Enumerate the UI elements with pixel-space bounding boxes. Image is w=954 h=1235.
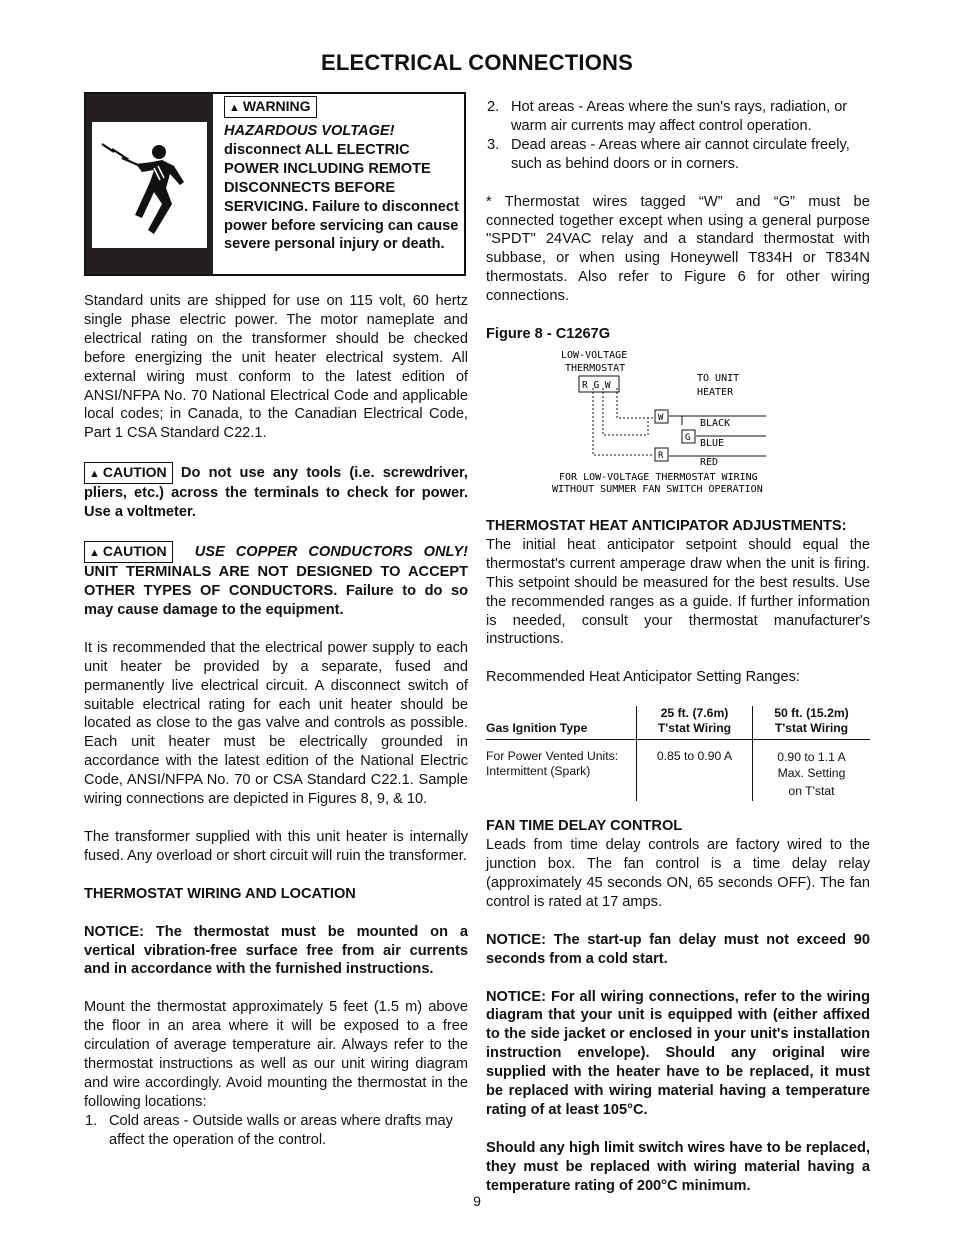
anticipator-table xyxy=(486,706,870,801)
table-header: Gas Ignition Type xyxy=(486,706,637,740)
warning-triangle-icon: ▲ xyxy=(229,102,240,114)
terminal-g: G xyxy=(685,432,691,443)
anticipator-paragraph: The initial heat anticipator setpoint should equal the thermostat's current amperage draw when the unit is firing. This setpoint should be measured for the best results. Use the recommended ranges as a guide. If further information is needed, consult your thermostat manufacturer's instructions. xyxy=(486,536,870,648)
power-paragraph: Standard units are shipped for use on 115 volt, 60 hertz single phase electric power. The motor nameplate and electrical rating on the transformer should be checked before energizing the unit heater electrical system. All external wiring must conform to the latest edition of ANSI/NFPA No. 70 National Electrical Code and applicable local codes; in Canada, to the Canadian Electrical Code, Part 1 CSA Standard C22.1. xyxy=(84,293,468,442)
table-header: 25 ft. (7.6m) T'stat Wiring xyxy=(637,706,753,740)
warning-label: ▲ WARNING xyxy=(224,96,317,118)
warning-text-block xyxy=(224,96,460,254)
wire-black: BLACK xyxy=(700,417,731,429)
left-column xyxy=(84,292,468,1150)
locations-list-cont xyxy=(486,98,870,174)
fan-paragraph: Leads from time delay controls are factory wired to the junction box. The fan control is a time delay relay (approximately 45 seconds ON, 65 seconds OFF). The fan control is rated at 17 amps. xyxy=(486,837,870,910)
table-cell: For Power Vented Units: Intermittent (Spark) xyxy=(486,749,619,779)
table-cell: 0.85 to 0.90 A xyxy=(637,740,753,802)
figure-caption: Figure 8 - C1267G xyxy=(486,326,611,343)
warning-body: disconnect ALL ELECTRIC POWER INCLUDING REMOTE DISCONNECTS BEFORE SERVICING. Failure to disconnect power before servicing can cause severe personal injury or death. xyxy=(224,141,459,253)
table-header: 50 ft. (15.2m) T'stat Wiring xyxy=(753,706,871,740)
table-row xyxy=(486,740,870,802)
caution-triangle-icon: ▲ xyxy=(89,468,100,481)
diagram-caption: FOR LOW-VOLTAGE THERMOSTAT WIRING xyxy=(559,471,758,483)
tag-paragraph: * Thermostat wires tagged “W” and “G” must be connected together except when using a general purpose "SPDT" 24VAC relay and a standard thermostat with subbase, or when using Honeywell T834H or T834N thermostats. Also refer to Figure 6 for other wiring connections. xyxy=(486,193,870,305)
wiring-notice: NOTICE: For all wiring connections, refer to the wiring diagram that your unit is equipped with (either affixed to the side jacket or enclosed in your unit's installation instruction envelope). Should any original wire supplied with the heater have to be replaced, it must be replaced with wiring material having a temperature rating of at least 105°C. xyxy=(486,988,870,1118)
terminal-r: R xyxy=(658,450,664,461)
caution-tools: ▲ CAUTION Do not use any tools (i.e. screwdriver, pliers, etc.) across the terminals to check for power. Use a voltmeter. xyxy=(84,464,468,521)
page-number: 9 xyxy=(473,1193,481,1209)
thermostat-terminals: R G W xyxy=(582,379,611,391)
diagram-thermostat-label: THERMOSTAT xyxy=(565,362,626,374)
thermostat-heading: THERMOSTAT WIRING AND LOCATION xyxy=(84,885,356,902)
table-header-row xyxy=(486,706,870,740)
power-supply-paragraph: It is recommended that the electrical power supply to each unit heater be provided by a separate, fused and permanently live electrical circuit. A disconnect switch of suitable electrical rating for each unit heater should be located as close to the gas valve and controls as possible. Each unit heater must be electrically grounded in accordance with the latest edition of the National Electric Code, ANSI/NFPA No. 70 or CSA Standard C22.1. Sample wiring connections are depicted in Figures 8, 9, & 10. xyxy=(84,639,468,808)
caution-triangle-icon: ▲ xyxy=(89,547,100,560)
mount-paragraph: Mount the thermostat approximately 5 feet (1.5 m) above the floor in an area where it will be exposed to a free circulation of average temperature air. Always refer to the thermostat instructions as well as our unit wiring diagram and wire accordingly. Avoid mounting the thermostat in the following locations: xyxy=(84,999,468,1110)
high-limit-paragraph: Should any high limit switch wires have to be replaced, they must be replaced with wiring material having a temperature rating of 200°C minimum. xyxy=(486,1139,870,1194)
wire-red: RED xyxy=(700,456,719,468)
ranges-label: Recommended Heat Anticipator Setting Ranges: xyxy=(486,669,800,686)
wiring-diagram xyxy=(486,344,870,494)
diagram-caption: WITHOUT SUMMER FAN SWITCH OPERATION xyxy=(552,483,763,494)
table-cell: 0.90 to 1.1 A Max. Setting on T'stat xyxy=(753,740,871,802)
right-column xyxy=(486,98,870,1196)
list-item: 1. Cold areas - Outside walls or areas where drafts may affect the operation of the control. xyxy=(85,1112,453,1148)
terminal-w: W xyxy=(658,412,664,423)
list-item: 3. Dead areas - Areas where air cannot circulate freely, such as behind doors or in corners. xyxy=(487,136,850,172)
anticipator-heading: THERMOSTAT HEAT ANTICIPATOR ADJUSTMENTS: xyxy=(486,517,847,534)
diagram-thermostat-label: LOW-VOLTAGE xyxy=(561,349,628,361)
caution-label: ▲ CAUTION xyxy=(84,541,173,563)
electric-shock-icon xyxy=(86,94,213,274)
page-title: ELECTRICAL CONNECTIONS xyxy=(320,50,633,75)
caution-label: ▲ CAUTION xyxy=(84,462,173,484)
hazard-warning-box xyxy=(84,92,466,276)
locations-list xyxy=(84,1112,468,1150)
caution-copper: ▲ CAUTION USE COPPER CONDUCTORS ONLY! UNIT TERMINALS ARE NOT DESIGNED TO ACCEPT OTHER TYPES OF CONDUCTORS. Failure to do so may cause damage to the equipment. xyxy=(84,543,468,618)
list-item: 2. Hot areas - Areas where the sun's rays, radiation, or warm air currents may affect control operation. xyxy=(487,99,848,134)
fan-notice: NOTICE: The start-up fan delay must not exceed 90 seconds from a cold start. xyxy=(486,931,870,967)
diagram-unit-label: TO UNIT xyxy=(697,372,740,384)
diagram-unit-label: HEATER xyxy=(697,386,734,398)
thermostat-notice: NOTICE: The thermostat must be mounted on a vertical vibration-free surface free from air currents and in accordance with the furnished instructions. xyxy=(84,923,468,978)
fan-heading: FAN TIME DELAY CONTROL xyxy=(486,818,683,835)
transformer-paragraph: The transformer supplied with this unit heater is internally fused. Any overload or short circuit will ruin the transformer. xyxy=(84,828,468,864)
wire-blue: BLUE xyxy=(700,437,725,449)
warning-heading: HAZARDOUS VOLTAGE! xyxy=(224,123,395,139)
